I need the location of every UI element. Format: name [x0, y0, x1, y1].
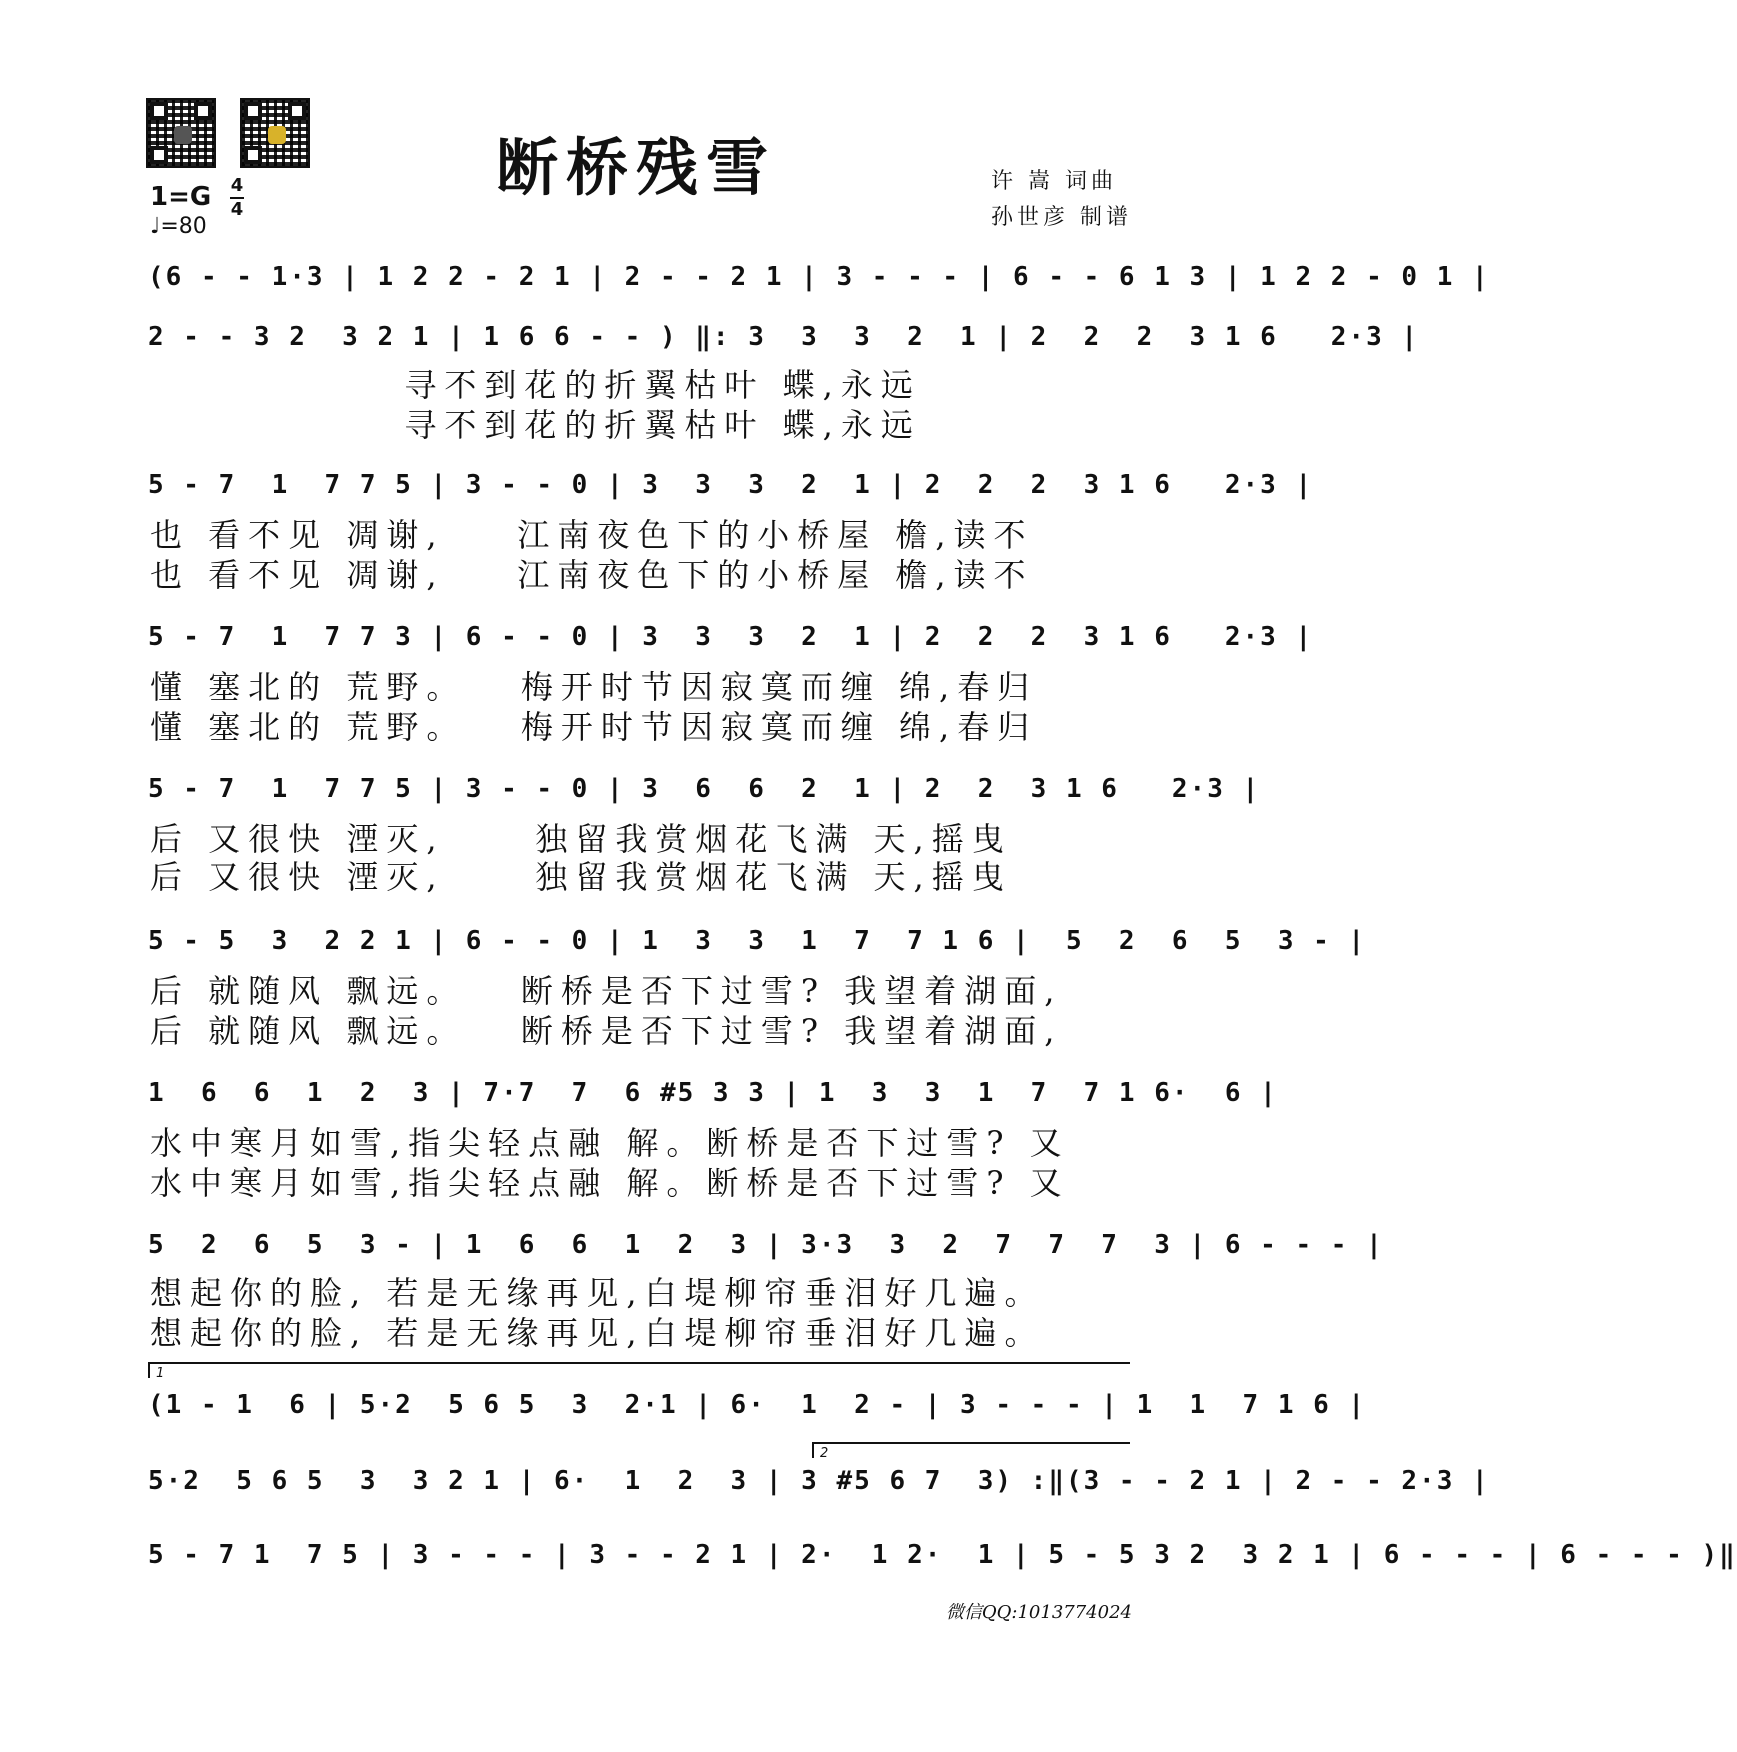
lyric-row-5-verse-2: 后 又很快 湮灭, 独留我赏烟花飞满 天,摇曳: [150, 858, 1012, 896]
lyric-row-6-verse-2: 后 就随风 飘远。 断桥是否下过雪? 我望着湖面,: [150, 1012, 1063, 1050]
lyric-row-3-verse-2: 也 看不见 凋谢, 江南夜色下的小桥屋 檐,读不: [150, 556, 1034, 594]
lyric-row-7-verse-2: 水中寒月如雪,指尖轻点融 解。断桥是否下过雪? 又: [150, 1164, 1070, 1202]
notation-row-5: 5 - 7 1 7 7 5 | 3 - - 0 | 3 6 6 2 1 | 2 2 3 1 6 2·3 |: [148, 774, 1261, 804]
contact-watermark: 微信QQ:1013774024: [945, 1602, 1132, 1623]
notation-row-6: 5 - 5 3 2 2 1 | 6 - - 0 | 1 3 3 1 7 7 1 6 | 5 2 6 5 3 - |: [148, 926, 1367, 956]
credits: [991, 164, 1132, 236]
tempo-marking: ♩=80: [150, 214, 207, 239]
lyric-row-2-verse-2: 寻不到花的折翼枯叶 蝶,永远: [150, 406, 921, 444]
song-title: 断桥残雪: [495, 131, 776, 204]
lyric-row-8-verse-1: 想起你的脸, 若是无缘再见,白堤柳帘垂泪好几遍。: [150, 1274, 1045, 1312]
notation-row-7: 1 6 6 1 2 3 | 7·7 7 6 #5 3 3 | 1 3 3 1 7 7 1 6· 6 |: [148, 1078, 1278, 1108]
lyric-row-8-verse-2: 想起你的脸, 若是无缘再见,白堤柳帘垂泪好几遍。: [150, 1314, 1045, 1352]
lyric-row-3-verse-1: 也 看不见 凋谢, 江南夜色下的小桥屋 檐,读不: [150, 516, 1034, 554]
time-denominator: 4: [230, 199, 244, 220]
notation-row-1: (6 - - 1·3 | 1 2 2 - 2 1 | 2 - - 2 1 | 3 - - - | 6 - - 6 1 3 | 1 2 2 - 0 1 |: [148, 262, 1490, 292]
time-numerator: 4: [230, 175, 244, 196]
second-ending-number: 2: [820, 1446, 829, 1461]
lyricist-composer: 许 嵩 词曲: [991, 169, 1117, 194]
lyric-row-5-verse-1: 后 又很快 湮灭, 独留我赏烟花飞满 天,摇曳: [150, 820, 1012, 858]
notation-row-4: 5 - 7 1 7 7 3 | 6 - - 0 | 3 3 3 2 1 | 2 2 2 3 1 6 2·3 |: [148, 622, 1314, 652]
lyric-row-6-verse-1: 后 就随风 飘远。 断桥是否下过雪? 我望着湖面,: [150, 972, 1063, 1010]
first-ending-number: 1: [156, 1366, 165, 1381]
notation-row-8: 5 2 6 5 3 - | 1 6 6 1 2 3 | 3·3 3 2 7 7 7 3 | 6 - - - |: [148, 1230, 1384, 1260]
first-ending-bracket: [148, 1362, 1130, 1381]
notation-row-11: 5 - 7 1 7 5 | 3 - - - | 3 - - 2 1 | 2· 1 2· 1 | 5 - 5 3 2 3 2 1 | 6 - - - | 6 - - - )‖: [148, 1540, 1737, 1570]
notation-row-3: 5 - 7 1 7 7 5 | 3 - - 0 | 3 3 3 2 1 | 2 2 2 3 1 6 2·3 |: [148, 470, 1314, 500]
second-ending-bracket: [812, 1442, 1130, 1461]
notation-row-9: (1 - 1 6 | 5·2 5 6 5 3 2·1 | 6· 1 2 - | 3 - - - | 1 1 7 1 6 |: [148, 1390, 1367, 1420]
lyric-row-4-verse-1: 懂 塞北的 荒野。 梅开时节因寂寞而缠 绵,春归: [150, 668, 1038, 706]
lyric-row-7-verse-1: 水中寒月如雪,指尖轻点融 解。断桥是否下过雪? 又: [150, 1124, 1070, 1162]
lyric-row-4-verse-2: 懂 塞北的 荒野。 梅开时节因寂寞而缠 绵,春归: [150, 708, 1038, 746]
notation-row-10: 5·2 5 6 5 3 3 2 1 | 6· 1 2 3 | 3 #5 6 7 3) :‖(3 - - 2 1 | 2 - - 2·3 |: [148, 1466, 1490, 1496]
lyric-row-2-verse-1: 寻不到花的折翼枯叶 蝶,永远: [150, 366, 921, 404]
time-signature: [230, 176, 244, 220]
key-signature: 1=G: [150, 182, 212, 212]
notation-row-2: 2 - - 3 2 3 2 1 | 1 6 6 - - ) ‖: 3 3 3 2 1 | 2 2 2 3 1 6 2·3 |: [148, 322, 1420, 352]
transcriber: 孙世彦 制谱: [991, 205, 1132, 230]
